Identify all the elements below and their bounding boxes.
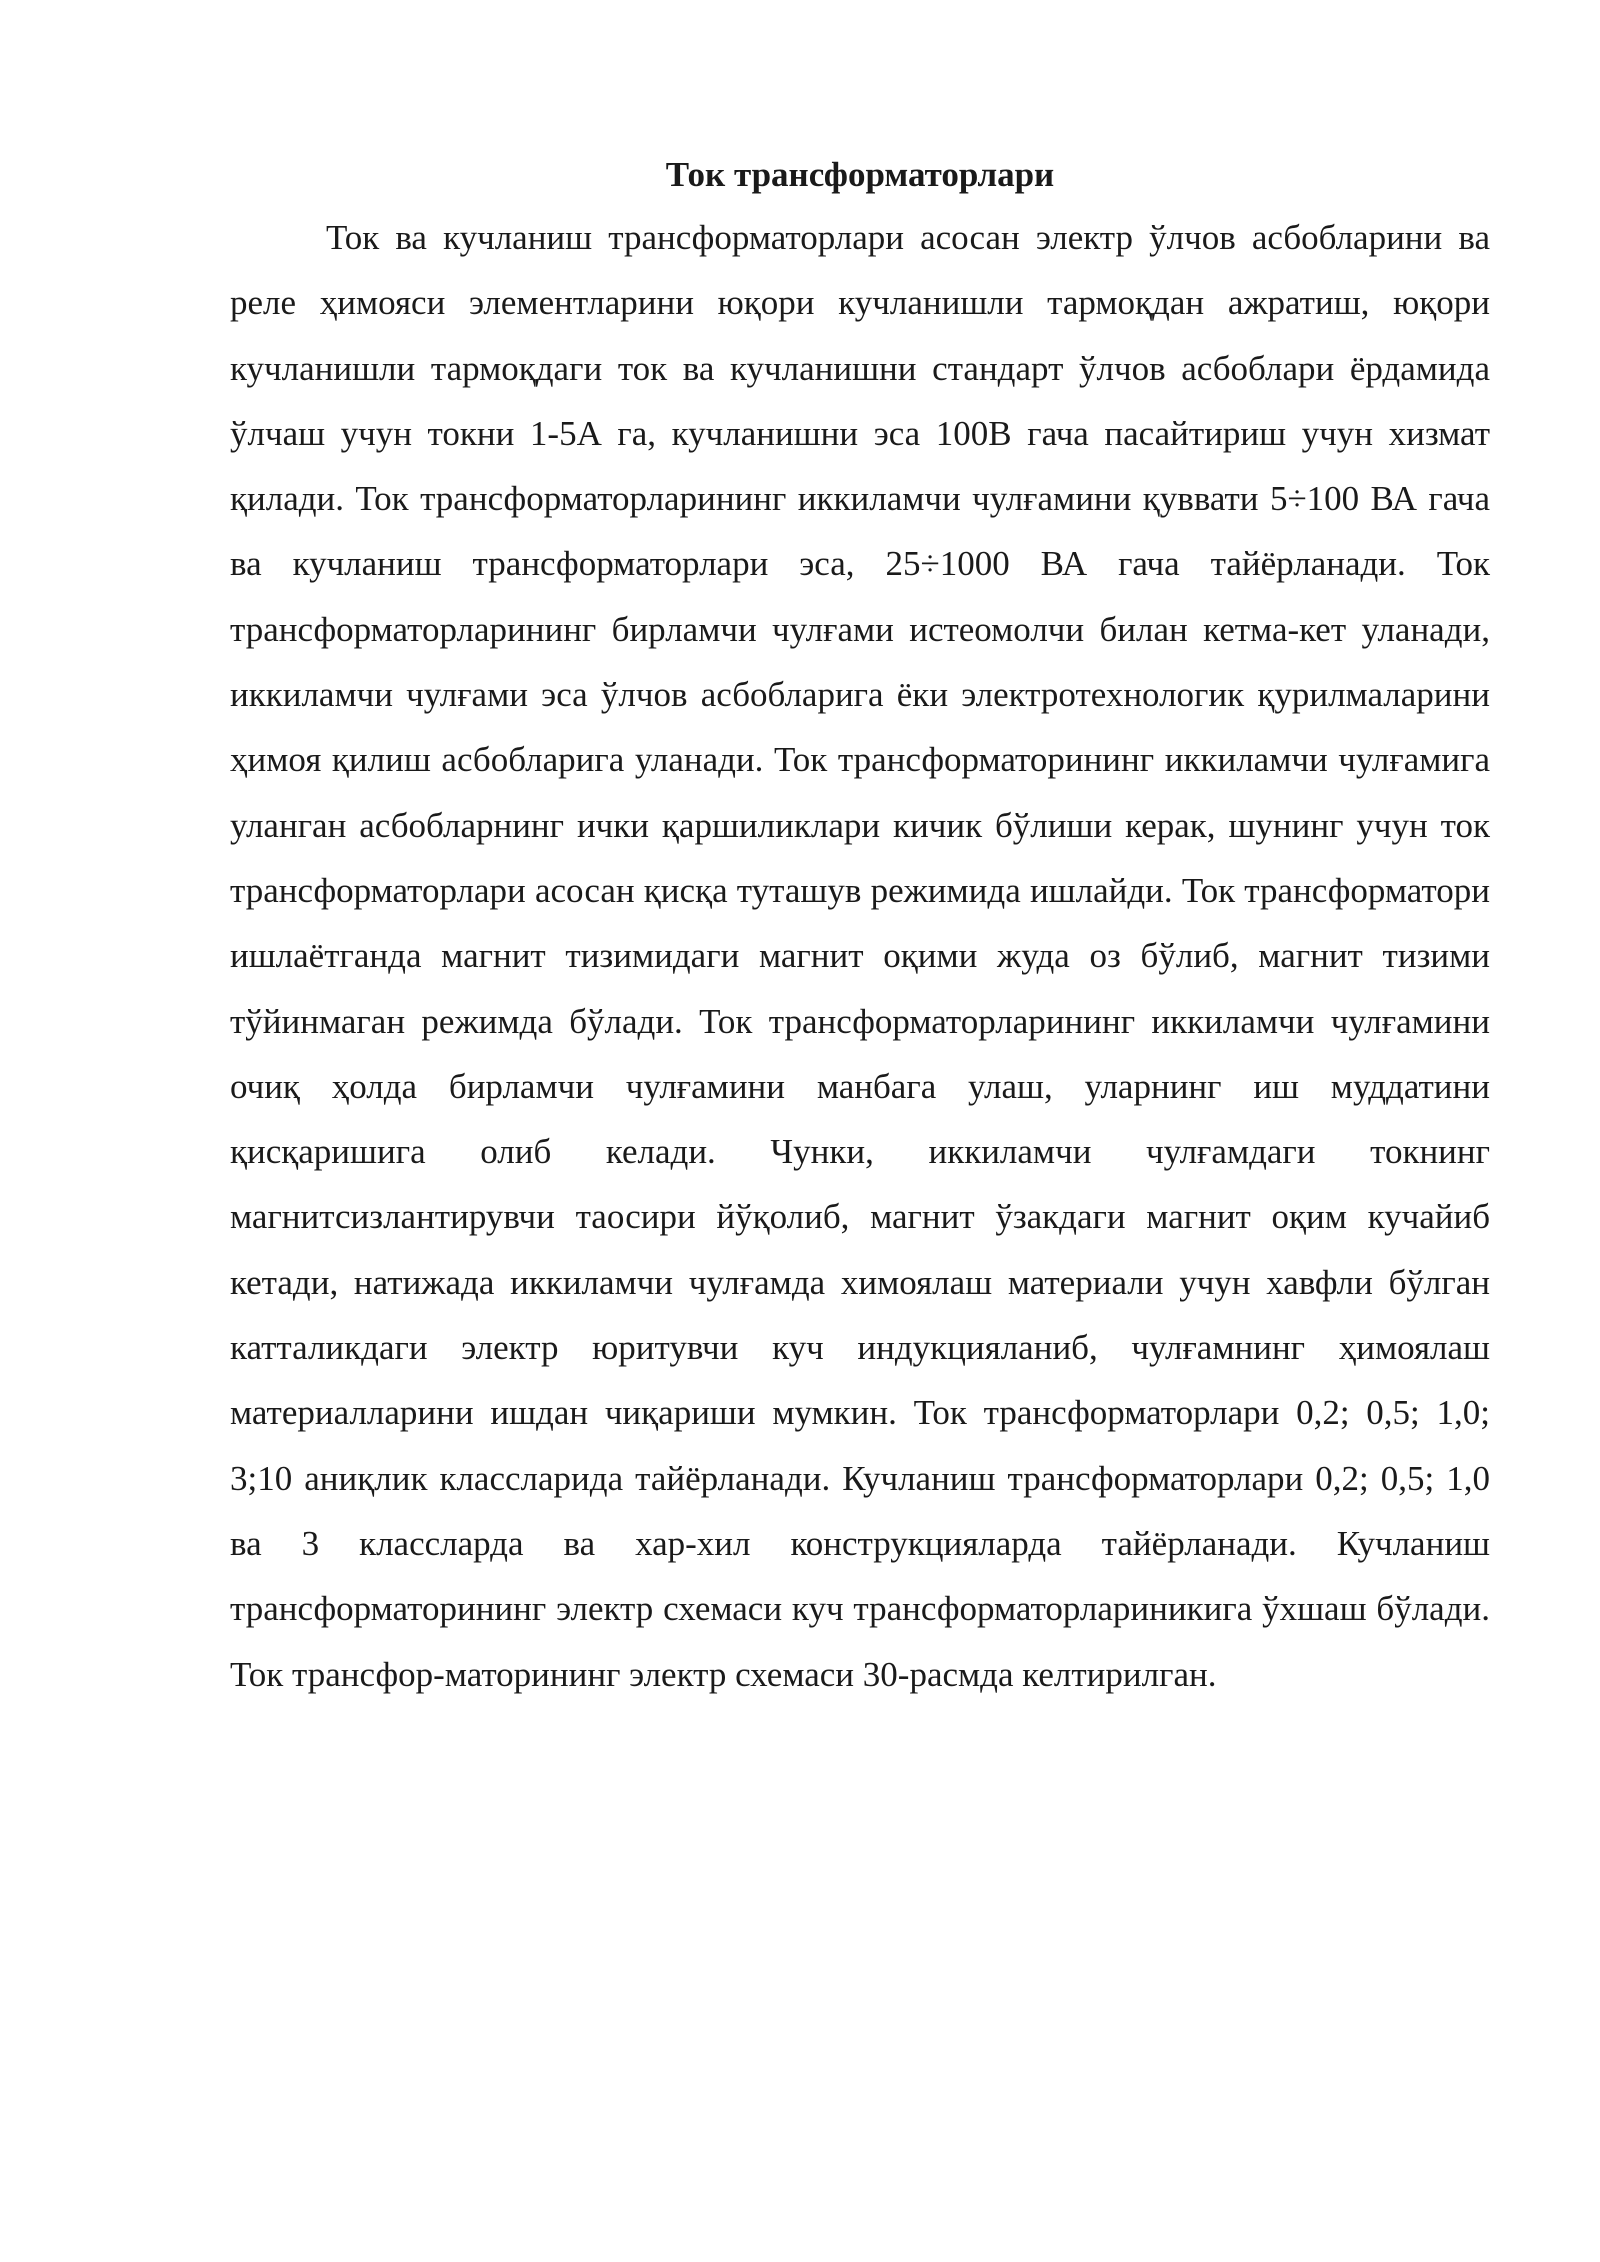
document-title: Ток трансформаторлари [665,155,1055,194]
document-content [230,150,1490,1707]
document-paragraph: Ток ва кучланиш трансформаторлари асосан электр ўлчов асбобларини ва реле ҳимояси элементларини юқори кучланишли тармоқдан ажратиш, юқори кучланишли тармоқдаги ток ва кучланишни стандарт ўлчов асбоблари ёрдамида ўлчаш учун токни 1-5А га, кучланишни эса 100В гача пасайтириш учун хизмат қилади. Ток трансформаторларининг иккиламчи чулғамини қуввати 5÷100 ВА гача ва кучланиш трансформаторлари эса, 25÷1000 ВА гача тайёрланади. Ток трансформаторларининг бирламчи чулғами истеомолчи билан кетма-кет уланади, иккиламчи чулғами эса ўлчов асбобларига ёки электротехнологик қурилмаларини ҳимоя қилиш асбобларига уланади. Ток трансформаторининг иккиламчи чулғамига уланган асбобларнинг ички қаршиликлари кичик бўлиши керак, шунинг учун ток трансформаторлари асосан қисқа туташув режимида ишлайди. Ток трансформатори ишлаётганда магнит тизимидаги магнит оқими жуда оз бўлиб, магнит тизими тўйинмаган режимда бўлади. Ток трансформаторларининг иккиламчи чулғамини очиқ ҳолда бирламчи чулғамини манбага улаш, уларнинг иш муддатини қисқаришига олиб келади. Чунки, иккиламчи чулғамдаги токнинг магнитсизлантирувчи таосири йўқолиб, магнит ўзакдаги магнит оқим кучайиб кетади, натижада иккиламчи чулғамда химоялаш материали учун хавфли бўлган катталикдаги электр юритувчи куч индукцияланиб, чулғамнинг ҳимоялаш материалларини ишдан чиқариши мумкин. Ток трансформаторлари 0,2; 0,5; 1,0; 3;10 аниқлик классларида тайёрланади. Кучланиш трансформаторлари 0,2; 0,5; 1,0 ва 3 классларда ва хар-хил конструкцияларда тайёрланади. Кучланиш трансформаторининг электр схемаси куч трансформаторлариникига ўхшаш бўлади. Ток трансфор-маторининг электр схемаси 30-расмда келтирилган. [230,218,1490,1694]
